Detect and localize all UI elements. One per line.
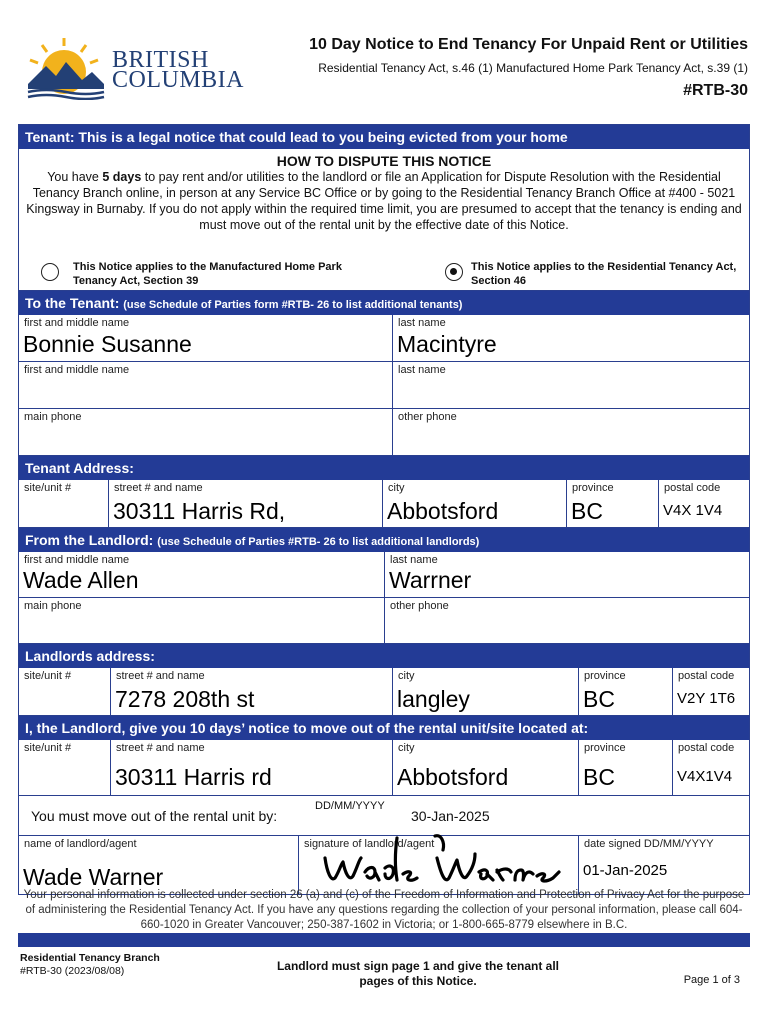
- tenant-city-field[interactable]: [383, 480, 567, 527]
- landlord-province-field[interactable]: [579, 668, 673, 715]
- tenant-street-field[interactable]: [109, 480, 383, 527]
- landlord-name-sign-field[interactable]: [19, 836, 299, 894]
- landlord-street: 7278 208th st: [115, 686, 255, 712]
- tenant-postal: V4X 1V4: [663, 502, 723, 519]
- tenant-street: 30311 Harris Rd,: [113, 498, 286, 524]
- dispute-text-rest: to pay rent and/or utilities to the landlord or file an Application for Dispute Resolution with the Residential Tenancy Branch online, in person at any Service BC Office or by going to the Residential Tenancy Branch Office at #400 - 5021 Kingsway in Burnaby. If you do not apply within the required time limit, you are presumed to accept that the tenancy is ending and must move out of the rental unit by the effective date of this Notice.: [26, 170, 742, 232]
- field-label: site/unit #: [24, 670, 72, 682]
- rental-province-field[interactable]: [579, 740, 673, 795]
- sign-instruction: Landlord must sign page 1 and give the tenant all pages of this Notice.: [276, 959, 560, 988]
- landlord-bar: [19, 528, 749, 552]
- field-label: street # and name: [114, 482, 203, 494]
- tenant-province-field[interactable]: [567, 480, 659, 527]
- field-label: city: [398, 742, 415, 754]
- rental-city-field[interactable]: [393, 740, 579, 795]
- radio-mhp-label: This Notice applies to the Manufactured Home Park Tenancy Act, Section 39: [73, 261, 342, 287]
- radio-mhp-act[interactable]: [41, 263, 59, 281]
- signature-row: [19, 836, 749, 894]
- field-label: city: [388, 482, 405, 494]
- field-label: province: [584, 670, 626, 682]
- rental-unit-row: [19, 740, 749, 796]
- field-label: first and middle name: [24, 317, 130, 329]
- dispute-days: 5 days: [102, 170, 142, 184]
- landlord-name-row: [19, 552, 749, 598]
- tenant-province: BC: [571, 498, 603, 524]
- field-label: province: [572, 482, 614, 494]
- landlord-postal-field[interactable]: [673, 668, 751, 715]
- form-title: 10 Day Notice to End Tenancy For Unpaid Rent or Utilities: [309, 36, 748, 53]
- field-label: name of landlord/agent: [24, 838, 137, 850]
- tenant-address-row: [19, 480, 749, 528]
- radio-rta-label: This Notice applies to the Residential Tenancy Act, Section 46: [471, 261, 737, 287]
- field-label: province: [584, 742, 626, 754]
- tenant-first-name-field-2[interactable]: [19, 362, 393, 408]
- field-label: main phone: [24, 411, 82, 423]
- logo-wordmark: [112, 47, 245, 93]
- landlord-city-field[interactable]: [393, 668, 579, 715]
- rental-province: BC: [583, 764, 615, 790]
- date-signed-field[interactable]: [579, 836, 751, 894]
- landlord-last-name-field[interactable]: [385, 552, 751, 597]
- date-format-hint: DD/MM/YYYY: [315, 800, 385, 812]
- field-label: street # and name: [116, 742, 205, 754]
- landlord-first-name: Wade Allen: [23, 567, 139, 593]
- landlord-first-name-field[interactable]: [19, 552, 385, 597]
- date-signed: 01-Jan-2025: [583, 862, 668, 879]
- dispute-text: [19, 169, 749, 233]
- field-label: city: [398, 670, 415, 682]
- dispute-section: [19, 149, 749, 291]
- privacy-note: Your personal information is collected under section 26 (a) and (c) of the Freedom of Information and Protection of Privacy Act for the purpose of administering the Residential Tenancy Act. If you have any questions regarding the collection of your personal information, please call 604-660-1020 in Greater Vancouver; 250-387-1602 in Victoria; or 1-800-665-8779 elsewhere in B.C.: [23, 889, 745, 931]
- tenant-bar-title: To the Tenant:: [25, 295, 120, 311]
- tenant-first-name-1: Bonnie Susanne: [23, 331, 192, 357]
- landlord-last-name: Warrner: [389, 567, 472, 593]
- radio-rta-act[interactable]: [445, 263, 463, 281]
- field-label: other phone: [390, 600, 449, 612]
- move-out-date[interactable]: 30-Jan-2025: [411, 808, 490, 824]
- move-out-label: You must move out of the rental unit by:: [31, 808, 278, 824]
- form-number: #RTB-30: [683, 82, 748, 99]
- tenant-unit-field[interactable]: [19, 480, 109, 527]
- branch-name: Residential Tenancy Branch: [20, 952, 160, 964]
- field-label: first and middle name: [24, 364, 130, 376]
- handwritten-signature: [307, 828, 567, 892]
- tenant-main-phone-field[interactable]: [19, 409, 393, 455]
- rental-postal: V4X1V4: [677, 768, 733, 785]
- field-label: date signed DD/MM/YYYY: [584, 838, 714, 850]
- form-version: #RTB-30 (2023/08/08): [20, 965, 125, 977]
- landlord-address-bar: Landlords address:: [19, 644, 749, 668]
- field-label: site/unit #: [24, 482, 72, 494]
- field-label: signature of landlord/agent: [304, 838, 435, 850]
- field-label: main phone: [24, 600, 82, 612]
- rental-street-field[interactable]: [111, 740, 393, 795]
- signer-name: Wade Warner: [23, 864, 164, 890]
- rental-postal-field[interactable]: [673, 740, 751, 795]
- page-number: Page 1 of 3: [683, 974, 740, 986]
- field-label: postal code: [678, 742, 735, 754]
- dispute-text-start: You have: [47, 170, 103, 184]
- landlord-unit-field[interactable]: [19, 668, 111, 715]
- tenant-postal-field[interactable]: [659, 480, 751, 527]
- field-label: site/unit #: [24, 742, 72, 754]
- rental-unit-bar: I, the Landlord, give you 10 days’ notice to move out of the rental unit/site located at:: [19, 716, 749, 740]
- tenant-name-row-2: [19, 362, 749, 409]
- bc-logo: [26, 36, 245, 106]
- landlord-postal: V2Y 1T6: [677, 690, 736, 707]
- tenant-last-name-1: Macintyre: [397, 331, 497, 357]
- sun-mountain-icon: [26, 36, 106, 100]
- logo-line-1: BRITISH: [112, 47, 209, 73]
- field-label: street # and name: [116, 670, 205, 682]
- tenant-other-phone-field[interactable]: [393, 409, 751, 455]
- tenant-first-name-field-1[interactable]: [19, 315, 393, 361]
- landlord-bar-note: (use Schedule of Parties #RTB- 26 to list additional landlords): [157, 536, 480, 548]
- tenant-last-name-field-2[interactable]: [393, 362, 751, 408]
- form-subtitle: Residential Tenancy Act, s.46 (1) Manufactured Home Park Tenancy Act, s.39 (1): [318, 61, 748, 75]
- signature-field[interactable]: [299, 836, 579, 894]
- landlord-main-phone-field[interactable]: [19, 598, 385, 643]
- field-label: last name: [398, 317, 446, 329]
- landlord-street-field[interactable]: [111, 668, 393, 715]
- field-label: first and middle name: [24, 554, 130, 566]
- tenant-phone-row: [19, 409, 749, 456]
- notice-form: [18, 124, 750, 895]
- tenant-bar-note: (use Schedule of Parties form #RTB- 26 to list additional tenants): [123, 299, 463, 311]
- branch-info: [20, 952, 160, 978]
- landlord-other-phone-field[interactable]: [385, 598, 751, 643]
- rental-city: Abbotsford: [397, 764, 509, 790]
- form-header: [0, 0, 768, 124]
- act-selection: [19, 259, 749, 291]
- dispute-heading: HOW TO DISPUTE THIS NOTICE: [276, 153, 492, 169]
- field-label: last name: [398, 364, 446, 376]
- rental-street: 30311 Harris rd: [115, 764, 272, 790]
- landlord-phone-row: [19, 598, 749, 644]
- field-label: postal code: [678, 670, 735, 682]
- tenant-address-bar: Tenant Address:: [19, 456, 749, 480]
- warning-bar: Tenant: This is a legal notice that could lead to you being evicted from your home: [19, 125, 749, 149]
- radio-selected-dot: [450, 268, 457, 275]
- tenant-bar: [19, 291, 749, 315]
- logo-line-2: COLUMBIA: [112, 67, 245, 93]
- field-label: other phone: [398, 411, 457, 423]
- tenant-last-name-field-1[interactable]: [393, 315, 751, 361]
- landlord-bar-title: From the Landlord:: [25, 532, 154, 548]
- footer-divider-bar: [18, 933, 750, 947]
- rental-unit-field[interactable]: [19, 740, 111, 795]
- tenant-name-row-1: [19, 315, 749, 362]
- field-label: last name: [390, 554, 438, 566]
- landlord-province: BC: [583, 686, 615, 712]
- field-label: postal code: [664, 482, 721, 494]
- landlord-address-row: [19, 668, 749, 716]
- tenant-city: Abbotsford: [387, 498, 499, 524]
- landlord-city: langley: [397, 686, 470, 712]
